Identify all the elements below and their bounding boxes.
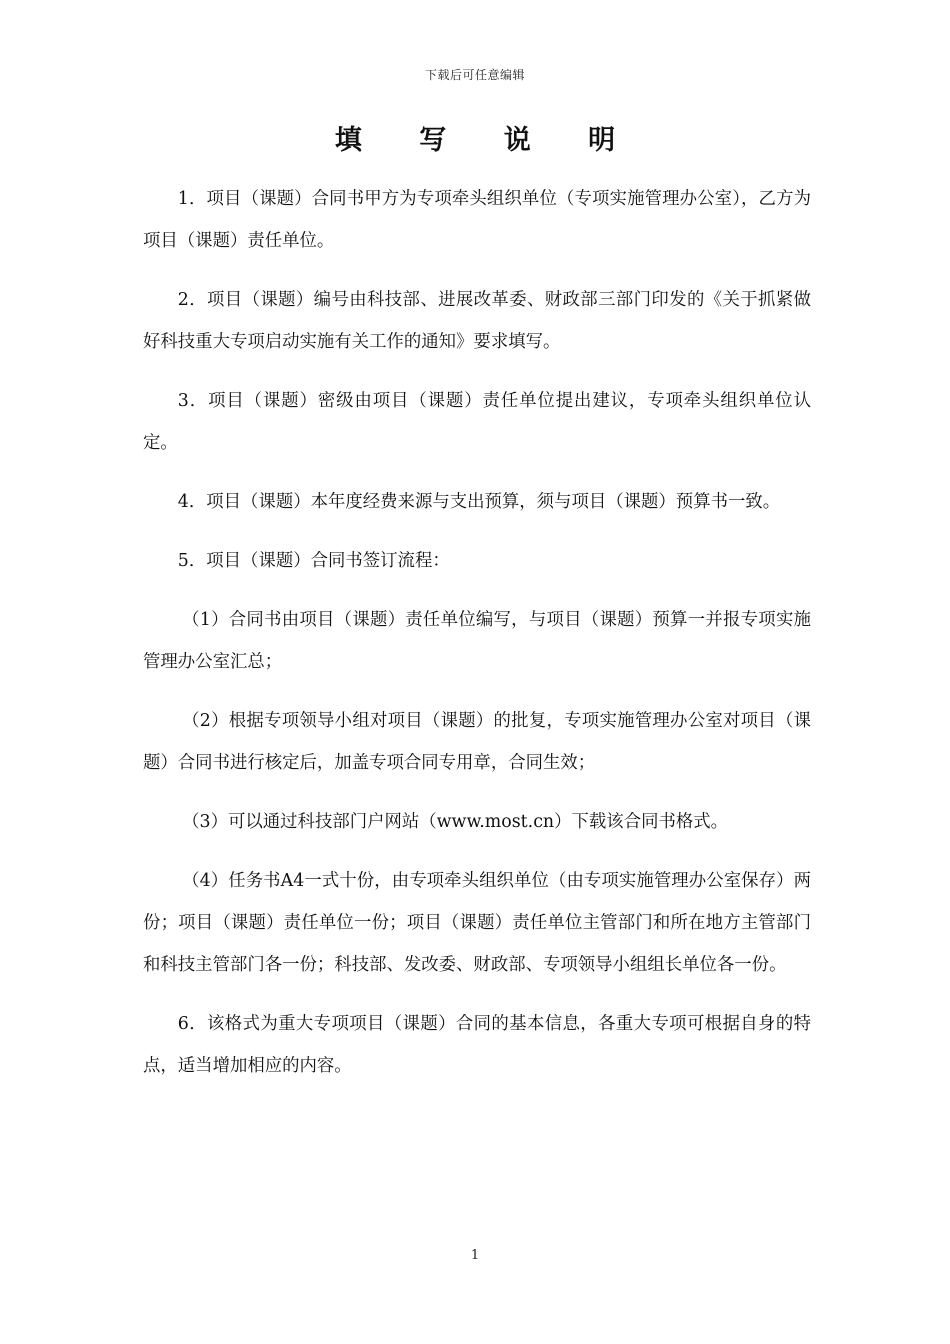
instruction-subitem-3: （3）可以通过科技部门户网站（www.most.cn）下载该合同书格式。 [182,812,729,832]
instruction-subitem-4: （4）任务书A4一式十份，由专项牵头组织单位（由专项实施管理办公室保存）两份；项目（课题）责任单位一份；项目（课题）责任单位主管部门和所在地方主管部门和科技主管部门各一份；科技部、发改委、财政部、专项领导小组组长单位各一份。 [143,871,811,975]
instruction-item-1: 1．项目（课题）合同书甲方为专项牵头组织单位（专项实施管理办公室），乙方为项目（课题）责任单位。 [143,189,811,251]
instruction-item-6: 6．该格式为重大专项项目（课题）合同的基本信息，各重大专项可根据自身的特点，适当增加相应的内容。 [143,1014,811,1076]
instructions-body [143,178,811,1104]
instruction-subitem-1: （1）合同书由项目（课题）责任单位编写，与项目（课题）预算一并报专项实施管理办公室汇总； [143,610,811,672]
instruction-item-4: 4．项目（课题）本年度经费来源与支出预算，须与项目（课题）预算书一致。 [177,492,781,512]
instruction-item-2: 2．项目（课题）编号由科技部、进展改革委、财政部三部门印发的《关于抓紧做好科技重大专项启动实施有关工作的通知》要求填写。 [143,290,811,352]
page-number: 1 [470,1248,480,1263]
instruction-subitem-2: （2）根据专项领导小组对项目（课题）的批复，专项实施管理办公室对项目（课题）合同书进行核定后，加盖专项合同专用章，合同生效； [143,711,811,773]
instruction-item-3: 3．项目（课题）密级由项目（课题）责任单位提出建议，专项牵头组织单位认定。 [143,391,811,453]
document-title: 填 写 说 明 [334,125,640,156]
header-note: 下载后可任意编辑 [424,68,525,82]
instruction-item-5: 5．项目（课题）合同书签订流程： [177,551,450,571]
